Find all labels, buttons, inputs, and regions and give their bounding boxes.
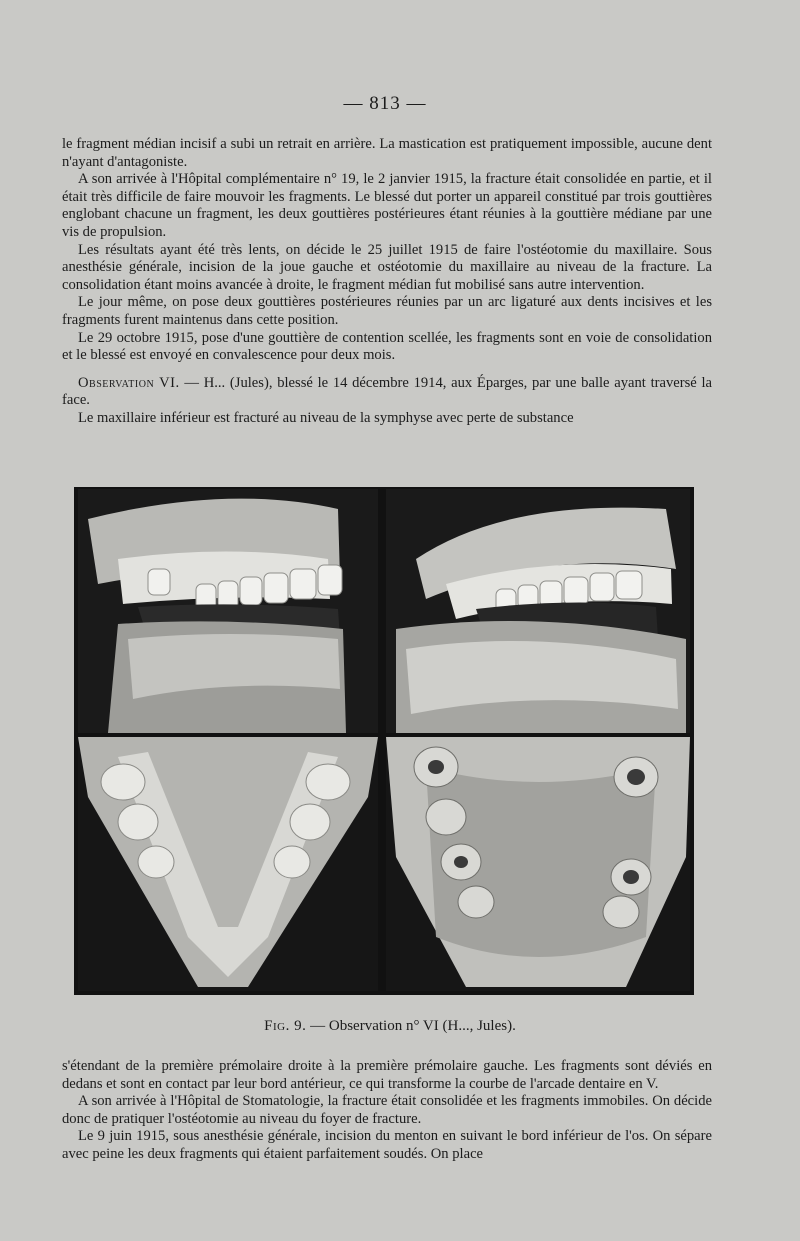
figure-photographs [74, 487, 694, 995]
figure-caption-label: Fig. 9. [264, 1018, 307, 1034]
paragraph: A son arrivée à l'Hôpital de Stomatologie, la fracture était consolidée et les fragments immobiles. On décide donc de pratiquer l'ostéotomie au niveau du foyer de fracture. [62, 1093, 712, 1127]
observation-text: — H... (Jules), blessé le 14 décembre 1914, aux Éparges, par une balle ayant traversé la face. [62, 374, 712, 409]
paragraph: Les résultats ayant été très lents, on décide le 25 juillet 1915 de faire l'ostéotomie du maxillaire. Sous anesthésie générale, incision de la joue gauche et ostéotomie du maxillaire au niveau de la fracture. La consolidation étant moins avancée à droite, le fragment médian fut mobilisé sans autre intervention. [62, 241, 712, 293]
paragraph: le fragment médian incisif a subi un retrait en arrière. La mastication est pratiquement impossible, aucune dent n'ayant d'antagoniste. [62, 136, 712, 170]
bottom-text-block [62, 1058, 712, 1164]
jaw-model-photo-front-right [386, 489, 690, 733]
jaw-model-photo-front-left [78, 489, 378, 733]
paragraph: Le maxillaire inférieur est fracturé au niveau de la symphyse avec perte de substance [78, 409, 574, 426]
observation-heading: Observation VI. [78, 374, 180, 391]
paragraph: Le jour même, on pose deux gouttières postérieures réunies par un arc ligaturé aux dents incisives et les fragments furent maintenus dans cette position. [62, 294, 712, 328]
page-number: — 813 — [343, 93, 427, 114]
jaw-model-photo-arch-left [78, 737, 378, 991]
top-text-block [62, 136, 712, 428]
paragraph: Le 9 juin 1915, sous anesthésie générale, incision du menton en suivant le bord inférieur de l'os. On sépare avec peine les deux fragments qui étaient parfaitement soudés. On place [62, 1128, 712, 1162]
paragraph: Le 29 octobre 1915, pose d'une gouttière de contention scellée, les fragments sont en voie de consolidation et le blessé est envoyé en convalescence pour deux mois. [62, 329, 712, 364]
paragraph: A son arrivée à l'Hôpital complémentaire n° 19, le 2 janvier 1915, la fracture était consolidée en partie, et il était très difficile de faire mouvoir les fragments. Le blessé dut porter un appareil constitué par trois gouttières englobant chacune un fragment, les deux gouttières postérieures étant réunies à la gouttière médiane par une vis de propulsion. [62, 171, 712, 240]
paragraph: s'étendant de la première prémolaire droite à la première prémolaire gauche. Les fragments sont déviés en dedans et sont en contact par leur bord antérieur, ce qui transforme la courbe de l'arcade dentaire en V. [62, 1058, 712, 1092]
figure-caption-text: — Observation n° VI (H..., Jules). [306, 1018, 516, 1034]
jaw-model-photo-arch-right [386, 737, 690, 991]
figure-caption [0, 1018, 780, 1035]
observation-paragraph [62, 375, 712, 410]
